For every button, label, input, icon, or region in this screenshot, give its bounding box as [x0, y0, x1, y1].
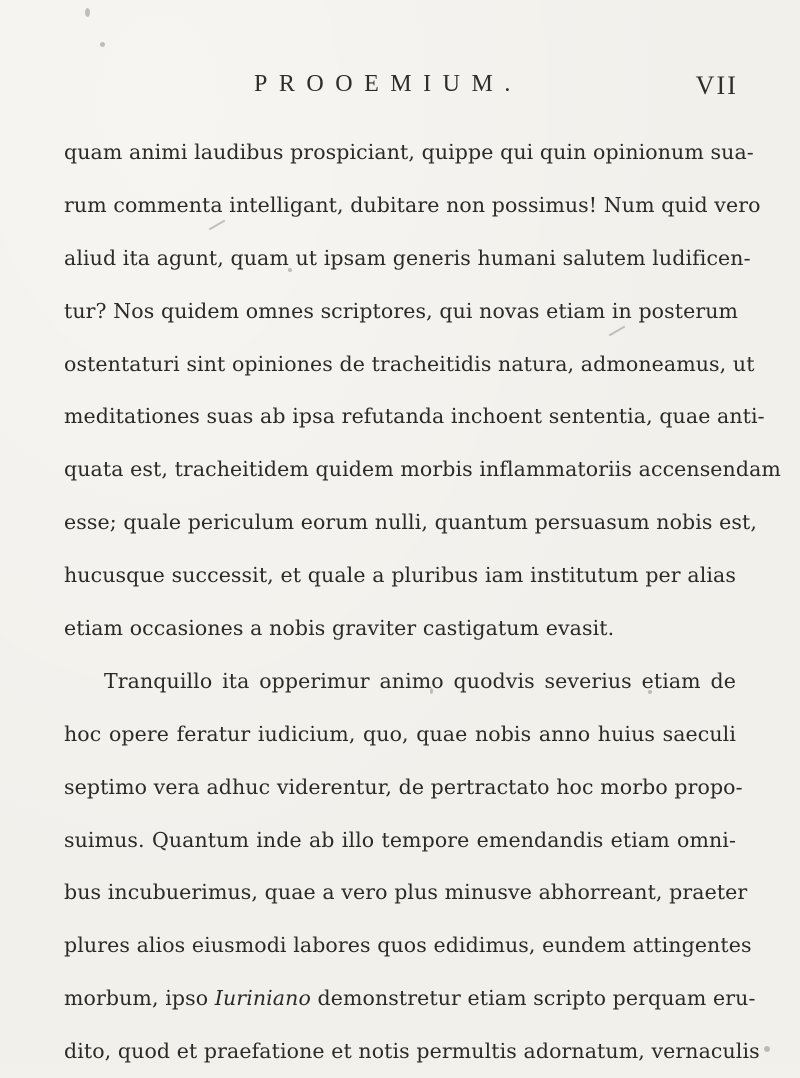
- text-line: Tranquillo ita opperimur animo quodvis severius etiam de: [104, 668, 736, 693]
- text-line: plures alios eiusmodi labores quos edidimus, eundem attingentes: [64, 933, 752, 958]
- text-line: rum commenta intelligant, dubitare non possimus! Num quid vero: [64, 192, 761, 217]
- text-line: meditationes suas ab ipsa refutanda inchoent sententia, quae anti-: [64, 404, 765, 429]
- text-line: ostentaturi sint opiniones de tracheitidis natura, admoneamus, ut: [64, 351, 755, 376]
- text-line: aliud ita agunt, quam ut ipsam generis humani salutem ludificen-: [64, 245, 751, 270]
- text-line: hucusque successit, et quale a pluribus iam institutum per alias: [64, 563, 736, 588]
- text-line: hoc opere feratur iudicium, quo, quae nobis anno huius saeculi: [64, 721, 736, 746]
- page-number: VII: [695, 71, 738, 100]
- text-line: suimus. Quantum inde ab illo tempore emendandis etiam omni-: [64, 827, 736, 852]
- paper-speck: [764, 1046, 770, 1052]
- text-line: dito, quod et praefatione et notis permultis adornatum, vernaculis: [64, 1039, 760, 1064]
- text-line: quam animi laudibus prospiciant, quippe qui quin opinionum sua-: [64, 140, 754, 164]
- body-text: [64, 126, 781, 1078]
- text-line: etiam occasiones a nobis graviter castigatum evasit.: [64, 616, 615, 641]
- text-line: bus incubuerimus, quae a vero plus minusve abhorreant, praeter: [64, 880, 748, 905]
- running-head: [0, 56, 800, 100]
- running-title: PROOEMIUM.: [254, 71, 522, 97]
- paper-speck: [288, 268, 292, 272]
- text-line: morbum, ipso Iuriniano demonstretur etiam scripto perquam eru-: [64, 986, 756, 1011]
- paper-speck: [430, 688, 433, 694]
- paper-speck: [648, 690, 652, 694]
- italic-name: Iuriniano: [214, 986, 311, 1011]
- text-line: esse; quale periculum eorum nulli, quantum persuasum nobis est,: [64, 510, 757, 535]
- text-line: septimo vera adhuc viderentur, de pertractato hoc morbo propo-: [64, 774, 743, 799]
- paper-speck: [100, 42, 105, 47]
- paper-speck: [85, 8, 90, 17]
- text-line: tur? Nos quidem omnes scriptores, qui novas etiam in posterum: [64, 298, 739, 323]
- text-line: quata est, tracheitidem quidem morbis inflammatoriis accensendam: [64, 457, 781, 482]
